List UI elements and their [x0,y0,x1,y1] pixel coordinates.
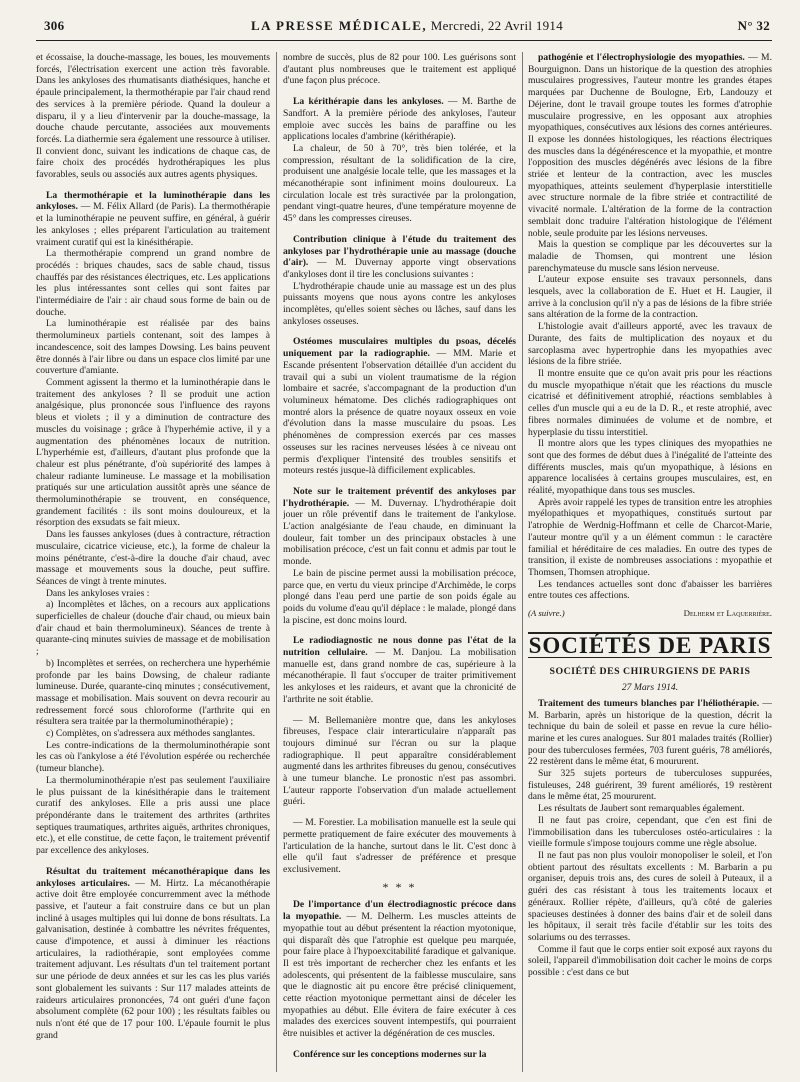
paragraph: L'histologie avait d'ailleurs apporté, avec les travaux de Durante, des faits de multiplication des noyaux et du sarcoplasma avec hypertrophie dans les myopathies avec lésions de la fibre striée. [528,321,772,368]
paragraph: — M. Forestier. La mobilisation manuelle est la seule qui permette pratiquement de faire exécuter des mouvements à l'articulation de la hanche, surtout dans le lit. C'est donc à elle qu'il faut s'adresser de préférence et presque exclusivement. [283,817,516,875]
session-date: 27 Mars 1914. [621,682,679,694]
paragraph [36,866,270,1042]
spacer [283,225,516,234]
report-author: — M. Barthe de Sandfort. A la première période des ankyloses, l'auteur emploie avec succès les bains de paraffine ou les applications locales d'ambrine (kérithérapie). [283,96,516,143]
paragraph: Dans les fausses ankyloses (dues à contracture, rétraction musculaire, cicatrice vicieuse, etc.), la forme de chaleur la moins pénétrante, c'est-à-dire la douche d'air chaud, avec massage et mouvements sous la douche, peut suffire. Séances de vingt à trente minutes. [36,529,270,587]
paragraph [528,698,772,768]
column-3 [528,52,772,1072]
report-author: — M. Danjou. La mobilisation manuelle est, dans grand nombre de cas, supérieure à la mécanothérapie. Il faut s'occuper de traiter primitivement les ankyloses et les raideurs, et avant que la chronicité de l'arthrite ne soit établie. [283,647,516,705]
paragraph: Les résultats de Jaubert sont remarquables également. [538,803,745,815]
spacer [283,87,516,96]
paragraph [283,1049,516,1061]
report-heading: De l'importance d'un électrodiagnostic précoce dans la myopathie. [283,899,516,923]
report-heading: Note sur le traitement préventif des ankyloses par l'hydrothérapie. [283,485,516,509]
paragraph: nombre de succès, plus de 82 pour 100. Les guérisons sont d'autant plus nombreuses que le traitement est appliqué d'une façon plus précoce. [283,52,516,87]
paragraph: Dans les ankyloses vraies : [46,587,150,599]
paragraph: La luminothérapie est réalisée par des bains thermolumineux partiels contenant, soit des lampes à incandescence, soit des lampes Dowsing. Les bains peuvent être donnés à l'air libre ou dans un espace clos limité par une couverture d'amiante. [36,318,270,377]
paragraph: Comment agissent la thermo et la luminothérapie dans le traitement des ankyloses ? Il se produit une action analgésique, plus prononcée sous l'influence des rayons bleus et violets ; il y a diminution de contracture des muscles du voisinage ; grâce à l'hyperhémie active, il y a augmentation des phénomènes locaux de nutrition. L'hyperhémie est, d'ailleurs, d'autant plus profonde que la chaleur est plus pénétrante, d'où supériorité des lampes à chaleur radiante lumineuse. Le massage et la mobilisation pratiqués sur une articulation aussitôt après une séance de thermoluminothérapie se trouvent, en conséquence, grandement facilités : ils sont moins douloureux, et la résorption des exsudats se fait mieux. [36,376,270,529]
report-heading: pathogénie et l'électrophysiologie des myopathies. [538,52,745,63]
paragraph [36,190,270,249]
paragraph: Sur 325 sujets porteurs de tuberculoses suppurées, fistuleuses, 248 guérirent, 39 furent améliorés, 19 restèrent dans le même état, 25 moururent. [528,768,772,803]
report-author: — M. Duvernay apporte vingt observations d'ankyloses dont il tire les conclusions suivantes : [283,257,516,280]
spacer [283,706,516,715]
journal-title: LA PRESSE MÉDICALE, [250,18,428,33]
spacer [36,181,270,190]
paragraph: Comme il faut que le corps entier soit exposé aux rayons du soleil, l'appareil d'immobilisation doit cacher le moins de corps possible : c'est dans ce but [528,943,772,979]
paragraph: L'auteur expose ensuite ses travaux personnels, dans lesquels, avec la collaboration de E. Huet et H. Laugier, il arrive à la conclusion qu'il n'y a pas de lésions de la fibre striée sans altération de la forme de la contraction. [528,274,772,321]
section-asterism: * * * [382,879,417,894]
column-divider [276,52,277,1072]
page-header [44,18,770,34]
spacer [283,1040,516,1049]
paragraph: Il montre ensuite que ce qu'on avait pris pour les réactions du muscle myopathique n'était que les réactions du muscle cicatrisé et définitivement atrophié, réactions semblables à celles d'un muscle qui a eu de la D. R., et reste atrophié, avec fibres normales diminuées de volume et de nombre, et hyperplasie du tissu interstitiel. [528,367,772,438]
page-number: 306 [44,18,65,33]
paragraph: Les tendances actuelles sont donc d'abaisser les barrières entre toutes ces affections. [528,578,772,602]
paragraph: Il montre alors que les types cliniques des myopathies ne sont que des formes de début dues à l'inégalité de l'atteinte des différents muscles, mais qu'un myopathique, à lésions en apparence localisées à certains groupes musculaires, est, en réalité, myopathique dans tous ses muscles. [528,438,772,497]
paragraph [283,486,516,568]
report-heading: Conférence sur les conceptions modernes sur la [293,1048,487,1060]
paragraph: Il ne faut pas croire, cependant, que c'en est fini de l'immobilisation dans les tuberculoses ostéo-articulaires : la vieille formule s'impose toujours comme une règle absolue. [528,814,772,850]
signature: Delherm et Laquerrière. [683,608,772,619]
paragraph: Mais la question se complique par les découvertes sur la maladie de Thomsen, qui montrent une lésion parenchymateuse du muscle sans lésion nerveuse. [528,239,772,274]
paragraph: La thermothérapie comprend un grand nombre de procédés : briques chaudes, sacs de sable chaud, tissus chauffés par des résistances électriques, etc. Les applications les plus intéressantes sont celles qui sont faites par l'intermédiaire de l'air : air chaud sous forme de bain ou de douche. [36,248,270,318]
report-author: — MM. Marie et Escande présentent l'observation détaillée d'un accident du travail qui a subi un violent traumatisme de la région lombaire et sacrée, s'accompagnant de la production d'un volumineux hématome. Des clichés radiographiques ont montré alors la présence de quatre noyaux osseux en voie d'évolution dans la masse musculaire du psoas. Les phénomènes de compression exercés par ces masses osseuses sur les racines nerveuses lésées à ce niveau ont permis d'expliquer l'intensité des troubles sensitifs et moteurs restés jusque-là difficilement explicables. [283,348,516,477]
report-author: — M. Bourguignon. Dans un historique de la question des atrophies musculaires progressives, l'auteur montre les grandes étapes marquées par Duchenne de Boulogne, Erb, Landouzy et Déjerine, dont le travail groupe toutes les formes d'atrophie musculaire progressive, en les opposant aux atrophies myopathiques, consécutives aux lésions des cornes antérieures. Il expose les données histologiques, les réactions électriques des muscles dans la dégénérescence et la myopathie, et montre l'opposition des muscles dégénérés avec lésions de la fibre striée et lenteur de la contraction, avec les muscles myopathiques, atteints seulement d'hyperplasie interstitielle avec structure normale de la fibre striée et contractilité de vivacité normale. L'altération de la forme de la contraction semblait donc traduire l'altération histologique de l'élément noble, seule produite par les lésions nerveuses. [528,52,772,239]
paragraph: — M. Bellemanière montre que, dans les ankyloses fibreuses, l'espace clair interarticulaire n'apparaît pas toujours diminué sur l'écran ou sur la plaque radiographique. Il peut apparaître considérablement augmenté dans les arthrites fibreuses du genou, consécutives à une tumeur blanche. Le pronostic n'est pas assombri. L'auteur rapporte l'observation d'un malade actuellement guéri. [283,714,516,808]
paragraph: La thermoluminothérapie n'est pas seulement l'auxiliaire le plus puissant de la kinésithérapie dans le traitement curatif des ankyloses. Elle a pris aussi une place prépondérante dans le traitement des arthrites (arthrites septiques traumatiques, arthrites aiguës, arthrites chroniques, etc.), et elle constitue, de cette façon, le traitement préventif par excellence des ankyloses. [36,774,270,857]
report-author: — M. Hirtz. La mécanothérapie active doit être employée concurremment avec la méthode passive, et l'auteur a fait construire dans ce but un plan incliné à usages multiples qui lui donne de bons résultats. La galvanisation, destinée à combattre les névrites fréquentes, cause d'impotence, et aussi à diminuer les réactions articulaires, la radiothérapie, sont employées comme traitement adjuvant. Les résultats d'un tel traitement portant sur une période de deux années et sur les cas les plus variés sont globalement les suivants : Sur 117 malades atteints de raideurs articulaires prononcées, 74 ont guéri d'une façon absolument complète (62 pour 100) ; les résultats faibles ou nuls n'ont été que de 17 pour 100. L'épaule fournit le plus grand [36,877,270,1041]
paragraph: b) Incomplètes et serrées, on recherchera une hyperhémie profonde par les bains Dowsing, de chaleur radiante lumineuse. Durée, quarante-cinq minutes ; consécutivement, massage et mobilisation. Mais souvent on devra recourir au redressement forcé sous chloroforme (l'arthrite qui en résultera sera traitée par la thermoluminothérapie) ; [36,657,270,728]
section-title: SOCIÉTÉS DE PARIS [528,632,772,658]
paragraph [283,336,516,476]
paragraph: Il ne faut pas non plus vouloir monopoliser le soleil, et l'on obtient partout des résultats excellents : M. Barbarin a pu organiser, depuis trois ans, des cures de soleil à Puteaux, il a guéri des cas résistant à tous les traitements locaux et généraux. Rollier répète, d'ailleurs, qu'à côté de galeries spacieuses destinées à donner des bains d'air et de soleil dans les hôpitaux, il serait très facile d'établir sur les toits des solariums ou des terrasses. [528,850,772,943]
paragraph [528,52,772,239]
paragraph: L'hydrothérapie chaude unie au massage est un des plus puissants moyens que nous ayons contre les ankyloses incomplètes, qu'elles soient sèches ou lâches, sauf dans les ankyloses osseuses. [283,280,516,327]
report-heading: Traitement des tumeurs blanches par l'héliothérapie. [538,697,760,709]
paragraph: La chaleur, de 50 à 70°, très bien tolérée, et la compression, résultant de la solidification de la cire, produisent une analgésie locale telle, que les massages et la mécanothérapie sont infiniment moins douloureux. La circulation locale est très suractivée par la prolongation, pendant vingt-quatre heures, d'une température moyenne de 45° dans les compresses cireuses. [283,142,516,225]
report-heading: Ostéomes musculaires multiples du psoas, décelés uniquement par la radiographie. [283,336,516,360]
column-2 [283,52,516,1072]
report-heading: La kérithérapie dans les ankyloses. [293,96,444,108]
report-heading: La thermothérapie et la luminothérapie dans les ankyloses. [36,189,270,213]
report-author: — M. Delherm. Les muscles atteints de myopathie tout au début présentent la réaction myotonique, qui disparaît dès que l'atrophie est quelque peu marquée, pour faire place à l'hypoexcitabilité faradique et galvanique. Il est très important de rechercher chez les enfants et les adolescents, qui présentent de la faiblesse musculaire, sans que le diagnostic ait pu encore être précisé cliniquement, cette réaction myotonique permettant ainsi de déceler les myopathies au début. Elle évitera de faire exécuter à ces malades des exercices souvent intempestifs, qui pourraient être nuisibles et activer la dégénération de ces muscles. [283,911,516,1040]
paragraph: et écossaise, la douche-massage, les boues, les mouvements forcés, l'électrisation exercent une action très favorable. Dans les ankyloses des rhumatisants diathésiques, hanche et épaule principalement, la thermothérapie par l'air chaud rend des services à la première période. Quand la douleur a disparu, il y a lieu d'intervenir par la douche-massage, la douche chaude percutante, associées aux mouvements forcés. La diathermie sera également une ressource à utiliser. Il convient donc, suivant les indications de chaque cas, de faire choix des procédés hydrothérapiques les plus favorables, seuls ou associés aux autres agents physiques. [36,52,270,181]
column-divider [522,52,523,1072]
running-title [44,18,770,34]
spacer [36,857,270,866]
paragraph [283,96,516,143]
spacer [283,808,516,817]
report-heading: Le radiodiagnostic ne nous donne pas l'état de la nutrition cellulaire. [283,635,516,659]
report-author: — M. Barbarin, après un historique de la question, décrit la technique du bain de soleil et passe en revue la cure hélio-marine et les cures analogues. Sur 801 malades traités (Rollier) pour des tuberculoses fermées, 703 furent guéris, 78 améliorés, 22 restèrent dans le même état, 6 moururent. [528,697,772,768]
continued-note: (A suivre.) [528,608,565,619]
society-name: SOCIÉTÉ DES CHIRURGIENS DE PARIS [549,666,751,678]
column-1 [36,52,270,1072]
paragraph [283,635,516,705]
paragraph [283,234,516,281]
header-rule [36,40,772,41]
paragraph: c) Complètes, on s'adressera aux méthodes sanglantes. [46,728,256,740]
report-author: — M. Duvernay. L'hydrothérapie doit jouer un rôle préventif dans le traitement de l'ankylose. L'action analgésiante de l'eau chaude, en diminuant la douleur, fait tomber un des principaux obstacles à une mobilisation précoce, c'est un fait connu et admis par tout le monde. [283,497,516,568]
spacer [283,327,516,336]
to-be-continued [528,608,772,620]
paragraph: a) Incomplètes et lâches, on a recours aux applications superficielles de chaleur (douche d'air chaud, ou mieux bain d'air chaud et bain thermolumineux). Séances de trente à quarante-cinq minutes suivies de massage et de mobilisation ; [36,599,270,658]
spacer [283,477,516,486]
report-author: — M. Félix Allard (de Paris). La thermothérapie et la luminothérapie ne peuvent suffire, en général, à guérir les ankyloses ; elles préparent l'articulation au traitement vraiment curatif qui est la kinésithérapie. [36,201,270,248]
paragraph: Le bain de piscine permet aussi la mobilisation précoce, parce que, en vertu du vieux principe d'Archimède, le corps plongé dans l'eau perd une partie de son poids égale au poids du volume d'eau qu'il déplace : le malade, plongé dans la piscine, est donc moins lourd. [283,567,516,626]
report-heading: Contribution clinique à l'étude du traitement des ankyloses par l'hydrothérapie unie au massage (douche d'air). [283,233,516,269]
paragraph: Après avoir rappelé les types de transition entre les atrophies myélopathiques et myopathiques, constitués surtout par l'atrophie de Werdnig-Hoffmann et celle de Charcot-Marie, l'auteur montre qu'il y a un élément commun : le caractère familial et héréditaire de ces maladies. En outre des types de transition, il existe de nombreuses associations : myopathie et Thomsen, Thomsen atrophique. [528,496,772,578]
report-heading: Résultat du traitement mécanothérapique dans les ankyloses articulaires. [36,865,270,889]
paragraph [283,899,516,1039]
paragraph: Les contre-indications de la thermoluminothérapie sont les cas où l'ankylose a été l'évolution espérée ou recherchée (tumeur blanche). [36,739,270,775]
spacer [283,626,516,635]
issue-number: N° 32 [737,18,770,33]
issue-date: Mercredi, 22 Avril 1914 [430,18,564,33]
